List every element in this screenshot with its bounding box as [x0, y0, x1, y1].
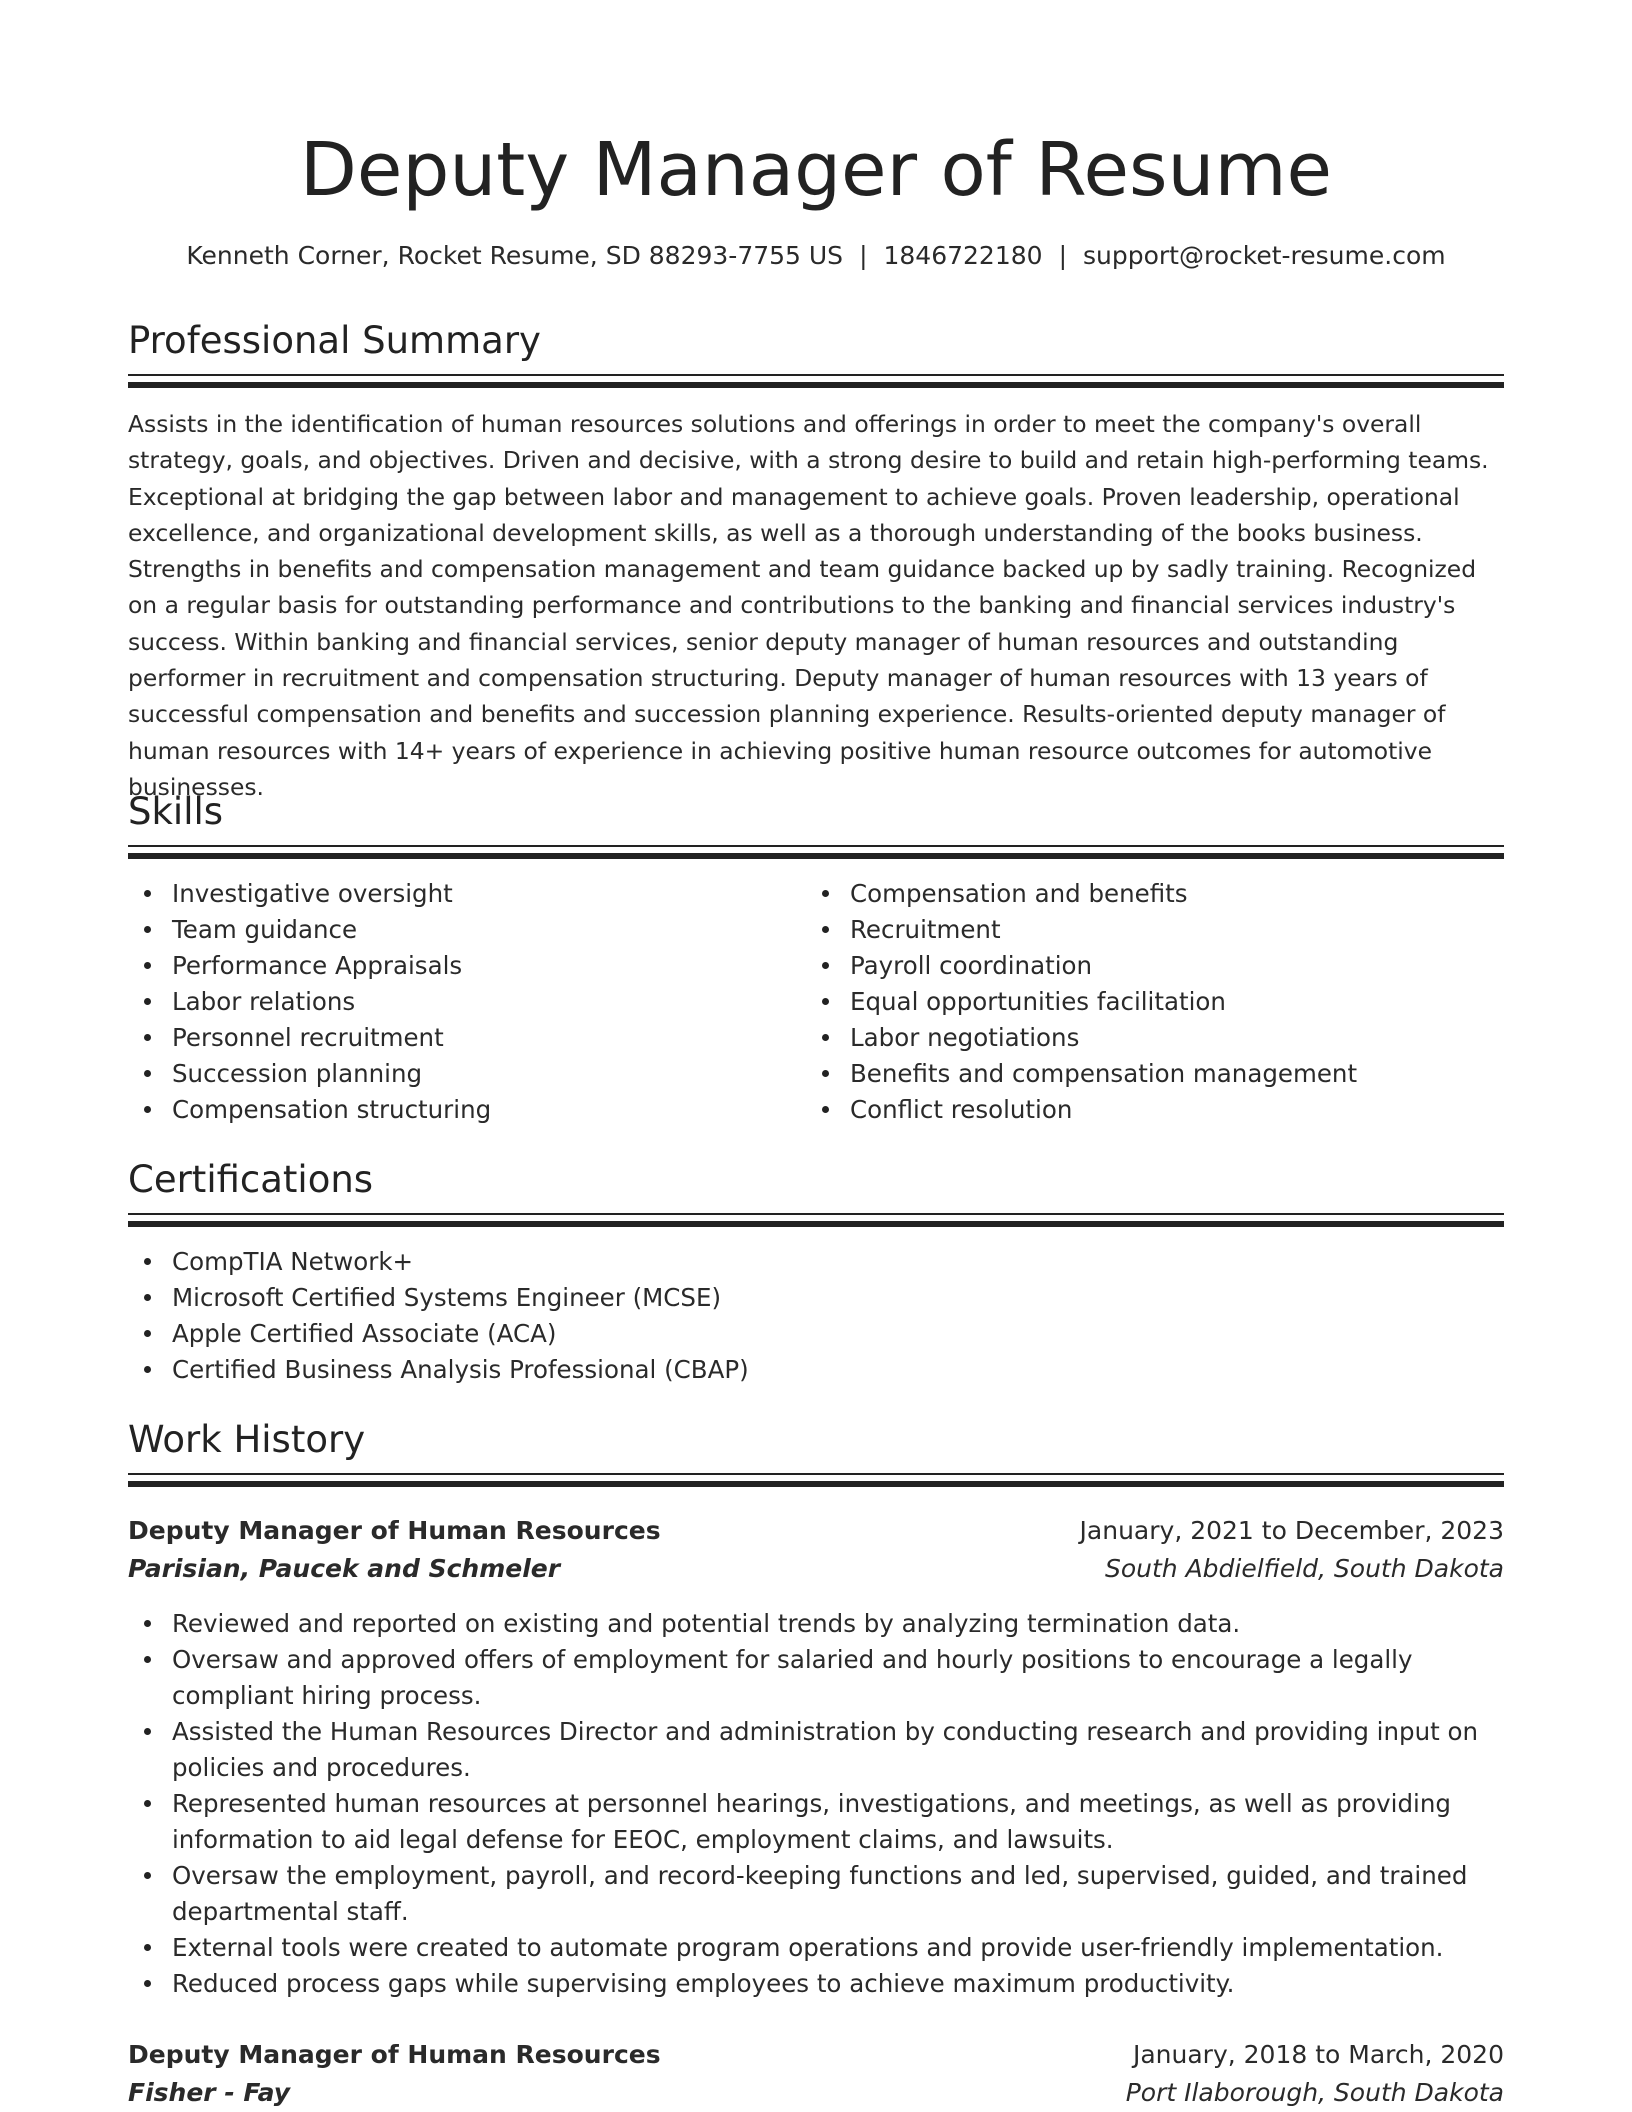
job-location: Port Ilaborough, South Dakota: [1125, 2078, 1504, 2107]
job-bullet: Represented human resources at personnel hearings, investigations, and meetings, as well as providing information to aid legal defense for EEOC, employment claims, and lawsuits.: [128, 1786, 1504, 1858]
skills-list-left: [128, 876, 798, 1128]
section-divider-thick: [128, 382, 1504, 388]
skill-item: Labor negotiations: [806, 1020, 1504, 1056]
contact-address: Kenneth Corner, Rocket Resume, SD 88293-7755 US: [186, 241, 844, 270]
skill-item: Equal opportunities facilitation: [806, 984, 1504, 1020]
certifications-heading: Certifications: [128, 1158, 374, 1201]
job-dates: January, 2021 to December, 2023: [1079, 1516, 1504, 1545]
section-divider-thin: [128, 374, 1504, 376]
job-bullet: Reviewed and reported on existing and potential trends by analyzing termination data.: [128, 1606, 1504, 1642]
skill-item: Personnel recruitment: [128, 1020, 798, 1056]
section-divider-thin: [128, 845, 1504, 847]
certification-item: Certified Business Analysis Professional (CBAP): [128, 1352, 1504, 1388]
job-bullet: Oversaw and approved offers of employment for salaried and hourly positions to encourage a legally compliant hiring process.: [128, 1642, 1504, 1714]
contact-separator: |: [859, 241, 868, 270]
job-bullet-list: [128, 1606, 1504, 2002]
job-dates: January, 2018 to March, 2020: [1132, 2040, 1504, 2069]
job-bullet: Reduced process gaps while supervising employees to achieve maximum productivity.: [128, 1966, 1504, 2002]
job-company: Fisher - Fay: [128, 2078, 290, 2107]
skill-item: Recruitment: [806, 912, 1504, 948]
section-divider-thin: [128, 1213, 1504, 1215]
skill-item: Conflict resolution: [806, 1092, 1504, 1128]
job-company: Parisian, Paucek and Schmeler: [128, 1554, 561, 1583]
contact-line: [128, 238, 1504, 274]
job-title: Deputy Manager of Human Resources: [128, 2040, 661, 2069]
skill-item: Benefits and compensation management: [806, 1056, 1504, 1092]
job-bullet: External tools were created to automate program operations and provide user-friendly implementation.: [128, 1930, 1504, 1966]
section-divider-thick: [128, 1481, 1504, 1487]
certification-item: Apple Certified Associate (ACA): [128, 1316, 1504, 1352]
contact-separator: |: [1058, 241, 1067, 270]
job-bullet: Oversaw the employment, payroll, and record-keeping functions and led, supervised, guided, and trained departmental staff.: [128, 1858, 1504, 1930]
job-title: Deputy Manager of Human Resources: [128, 1516, 661, 1545]
section-divider-thick: [128, 853, 1504, 859]
resume-name: Deputy Manager of Resume: [299, 127, 1333, 213]
job-location: South Abdielfield, South Dakota: [1104, 1554, 1504, 1583]
summary-text: Assists in the identification of human resources solutions and offerings in order to meet the company's overall strategy, goals, and objectives. Driven and decisive, with a strong desire to build and retain high-performing teams. Exceptional at bridging the gap between labor and management to achieve goals. Proven leadership, operational excellence, and organizational development skills, as well as a thorough understanding of the books business. Strengths in benefits and compensation management and team guidance backed up by sadly training. Recognized on a regular basis for outstanding performance and contributions to the banking and financial services industry's success. Within banking and financial services, senior deputy manager of human resources and outstanding performer in recruitment and compensation structuring. Deputy manager of human resources with 13 years of successful compensation and benefits and succession planning experience. Results-oriented deputy manager of human resources with 14+ years of experience in achieving positive human resource outcomes for automotive businesses.: [128, 410, 1489, 801]
skill-item: Performance Appraisals: [128, 948, 798, 984]
skill-item: Compensation structuring: [128, 1092, 798, 1128]
skills-list-right: [806, 876, 1504, 1128]
contact-phone: 1846722180: [883, 241, 1043, 270]
certification-item: CompTIA Network+: [128, 1244, 1504, 1280]
skill-item: Compensation and benefits: [806, 876, 1504, 912]
job-bullet: Assisted the Human Resources Director and administration by conducting research and providing input on policies and procedures.: [128, 1714, 1504, 1786]
summary-heading: Professional Summary: [128, 319, 541, 362]
certification-item: Microsoft Certified Systems Engineer (MCSE): [128, 1280, 1504, 1316]
section-divider-thin: [128, 1473, 1504, 1475]
skill-item: Team guidance: [128, 912, 798, 948]
certifications-list: [128, 1244, 1504, 1388]
skill-item: Succession planning: [128, 1056, 798, 1092]
skill-item: Labor relations: [128, 984, 798, 1020]
skill-item: Investigative oversight: [128, 876, 798, 912]
work-history-heading: Work History: [128, 1418, 366, 1461]
skill-item: Payroll coordination: [806, 948, 1504, 984]
section-divider-thick: [128, 1221, 1504, 1227]
skills-heading: Skills: [128, 790, 224, 833]
contact-email[interactable]: support@rocket-resume.com: [1083, 241, 1446, 270]
